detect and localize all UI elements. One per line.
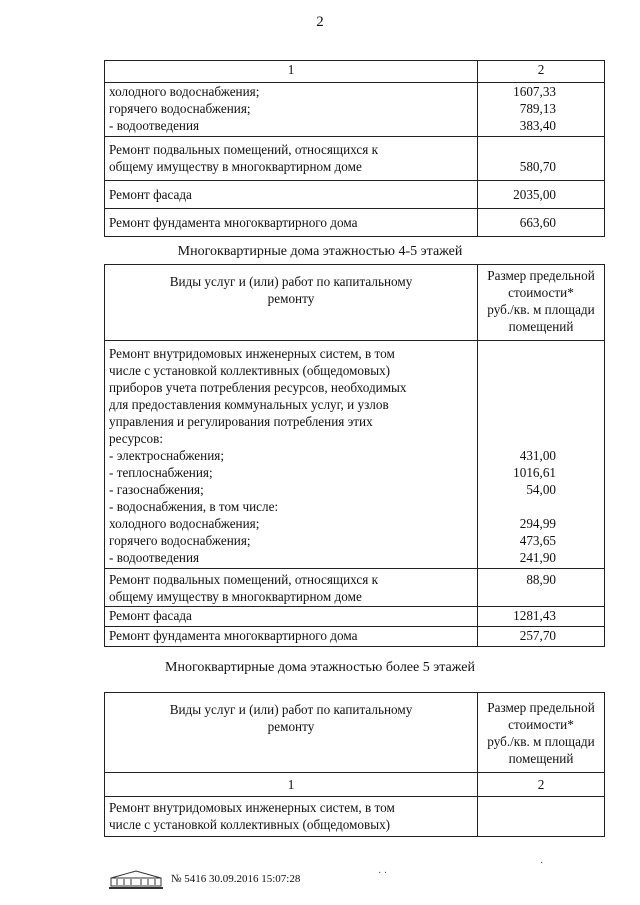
row-line: холодного водоснабжения; [109,84,260,99]
header-line: Размер предельной [487,700,595,715]
cost-cell [478,209,605,237]
work-type-cell [105,797,478,837]
row-line: числе с установкой коллективных (общедомовых) [109,817,391,832]
table-row [105,607,605,627]
col1-number: 1 [105,773,478,797]
cost-cell [478,181,605,209]
cost-value: 2035,00 [513,187,556,202]
cost-cell [478,797,605,837]
scan-mark: · · [378,868,388,879]
cost-value: 789,13 [519,101,556,116]
cost-value: 663,60 [519,215,556,230]
cost-table-4-5-floors [104,264,605,647]
work-type-cell [105,627,478,647]
cost-value: 294,99 [519,516,556,531]
row-line: - газоснабжения; [109,482,204,497]
cost-cell [478,569,605,607]
cost-header [478,693,605,773]
government-building-logo [107,868,165,890]
table-number-row [105,773,605,797]
row-line: Ремонт фасада [109,608,192,623]
row-line: - теплоснабжения; [109,465,213,480]
row-line: - водоснабжения, в том числе: [109,499,279,514]
header-line: ремонту [267,291,315,306]
row-line: приборов учета потребления ресурсов, необходимых [109,380,407,395]
header-line: ремонту [267,719,315,734]
row-line: Ремонт фундамента многоквартирного дома [109,215,358,230]
cost-value: 431,00 [519,448,556,463]
header-line: помещений [508,751,574,766]
row-line: - электроснабжения; [109,448,224,463]
table-row [105,341,605,569]
row-line: Ремонт фасада [109,187,192,202]
row-line: ресурсов: [109,431,163,446]
header-line: стоимости* [508,285,574,300]
cost-value [478,345,604,362]
row-line: - водоотведения [109,550,200,565]
row-line: управления и регулирования потребления этих [109,414,373,429]
cost-value: 1016,61 [513,465,556,480]
work-type-header [105,265,478,341]
cost-value: 54,00 [526,482,556,497]
table-row [105,137,605,181]
col1-number: 1 [105,61,478,83]
header-line: руб./кв. м площади [487,734,595,749]
row-line: Ремонт подвальных помещений, относящихся к [109,572,378,587]
cost-value: 257,70 [519,628,556,643]
row-line: горячего водоснабжения; [109,533,251,548]
cost-cell [478,137,605,181]
cost-table-over-5-floors [104,692,605,837]
table-row [105,181,605,209]
cost-value [478,141,604,158]
header-line: Виды услуг и (или) работ по капитальному [169,702,413,717]
work-type-cell [105,83,478,137]
row-line: числе с установкой коллективных (общедомовых) [109,363,391,378]
cost-value [478,362,604,379]
header-line: помещений [508,319,574,334]
cost-value: 473,65 [519,533,556,548]
work-type-cell [105,209,478,237]
table-row [105,627,605,647]
header-line: Размер предельной [487,268,595,283]
row-line: для предоставления коммунальных услуг, и узлов [109,397,389,412]
cost-value: 1281,43 [513,608,556,623]
cost-cell [478,83,605,137]
row-line: Ремонт внутридомовых инженерных систем, в том [109,346,395,361]
table-header-row [105,61,605,83]
row-line: Ремонт внутридомовых инженерных систем, в том [109,800,395,815]
cost-value [478,498,604,515]
work-type-cell [105,137,478,181]
cost-value: 88,90 [526,572,556,587]
cost-cell [478,341,605,569]
row-line: горячего водоснабжения; [109,101,251,116]
cost-value [478,413,604,430]
header-line: стоимости* [508,717,574,732]
table-header-row [105,693,605,773]
scan-mark: · [540,858,544,869]
cost-value: 241,90 [519,550,556,565]
work-type-header [105,693,478,773]
row-line: холодного водоснабжения; [109,516,260,531]
row-line: общему имуществу в многоквартирном доме [109,589,362,604]
row-line: Ремонт фундамента многоквартирного дома [109,628,358,643]
cost-header [478,265,605,341]
col2-number: 2 [478,61,605,83]
document-footer [107,868,300,890]
row-line: общему имуществу в многоквартирном доме [109,159,362,174]
cost-value [478,396,604,413]
cost-table-continued [104,60,605,237]
header-line: руб./кв. м площади [487,302,595,317]
cost-value: 1607,33 [513,84,556,99]
cost-cell [478,607,605,627]
row-line: Ремонт подвальных помещений, относящихся к [109,142,378,157]
cost-value: 580,70 [519,159,556,174]
page-number: 2 [316,14,324,30]
header-line: Виды услуг и (или) работ по капитальному [169,274,413,289]
table-row [105,797,605,837]
cost-cell [478,627,605,647]
cost-value [478,379,604,396]
work-type-cell [105,569,478,607]
col2-number: 2 [478,773,605,797]
table-header-row [105,265,605,341]
row-line: - водоотведения [109,118,200,133]
table-row [105,83,605,137]
work-type-cell [105,341,478,569]
table-row [105,569,605,607]
cost-value: 383,40 [519,118,556,133]
cost-value [478,430,604,447]
document-registration-id: № 5416 30.09.2016 15:07:28 [171,873,301,885]
table-row [105,209,605,237]
section-title-4-5-floors: Многоквартирные дома этажностью 4-5 этажей [177,244,463,259]
work-type-cell [105,607,478,627]
work-type-cell [105,181,478,209]
section-title-over-5-floors: Многоквартирные дома этажностью более 5 этажей [165,660,475,675]
